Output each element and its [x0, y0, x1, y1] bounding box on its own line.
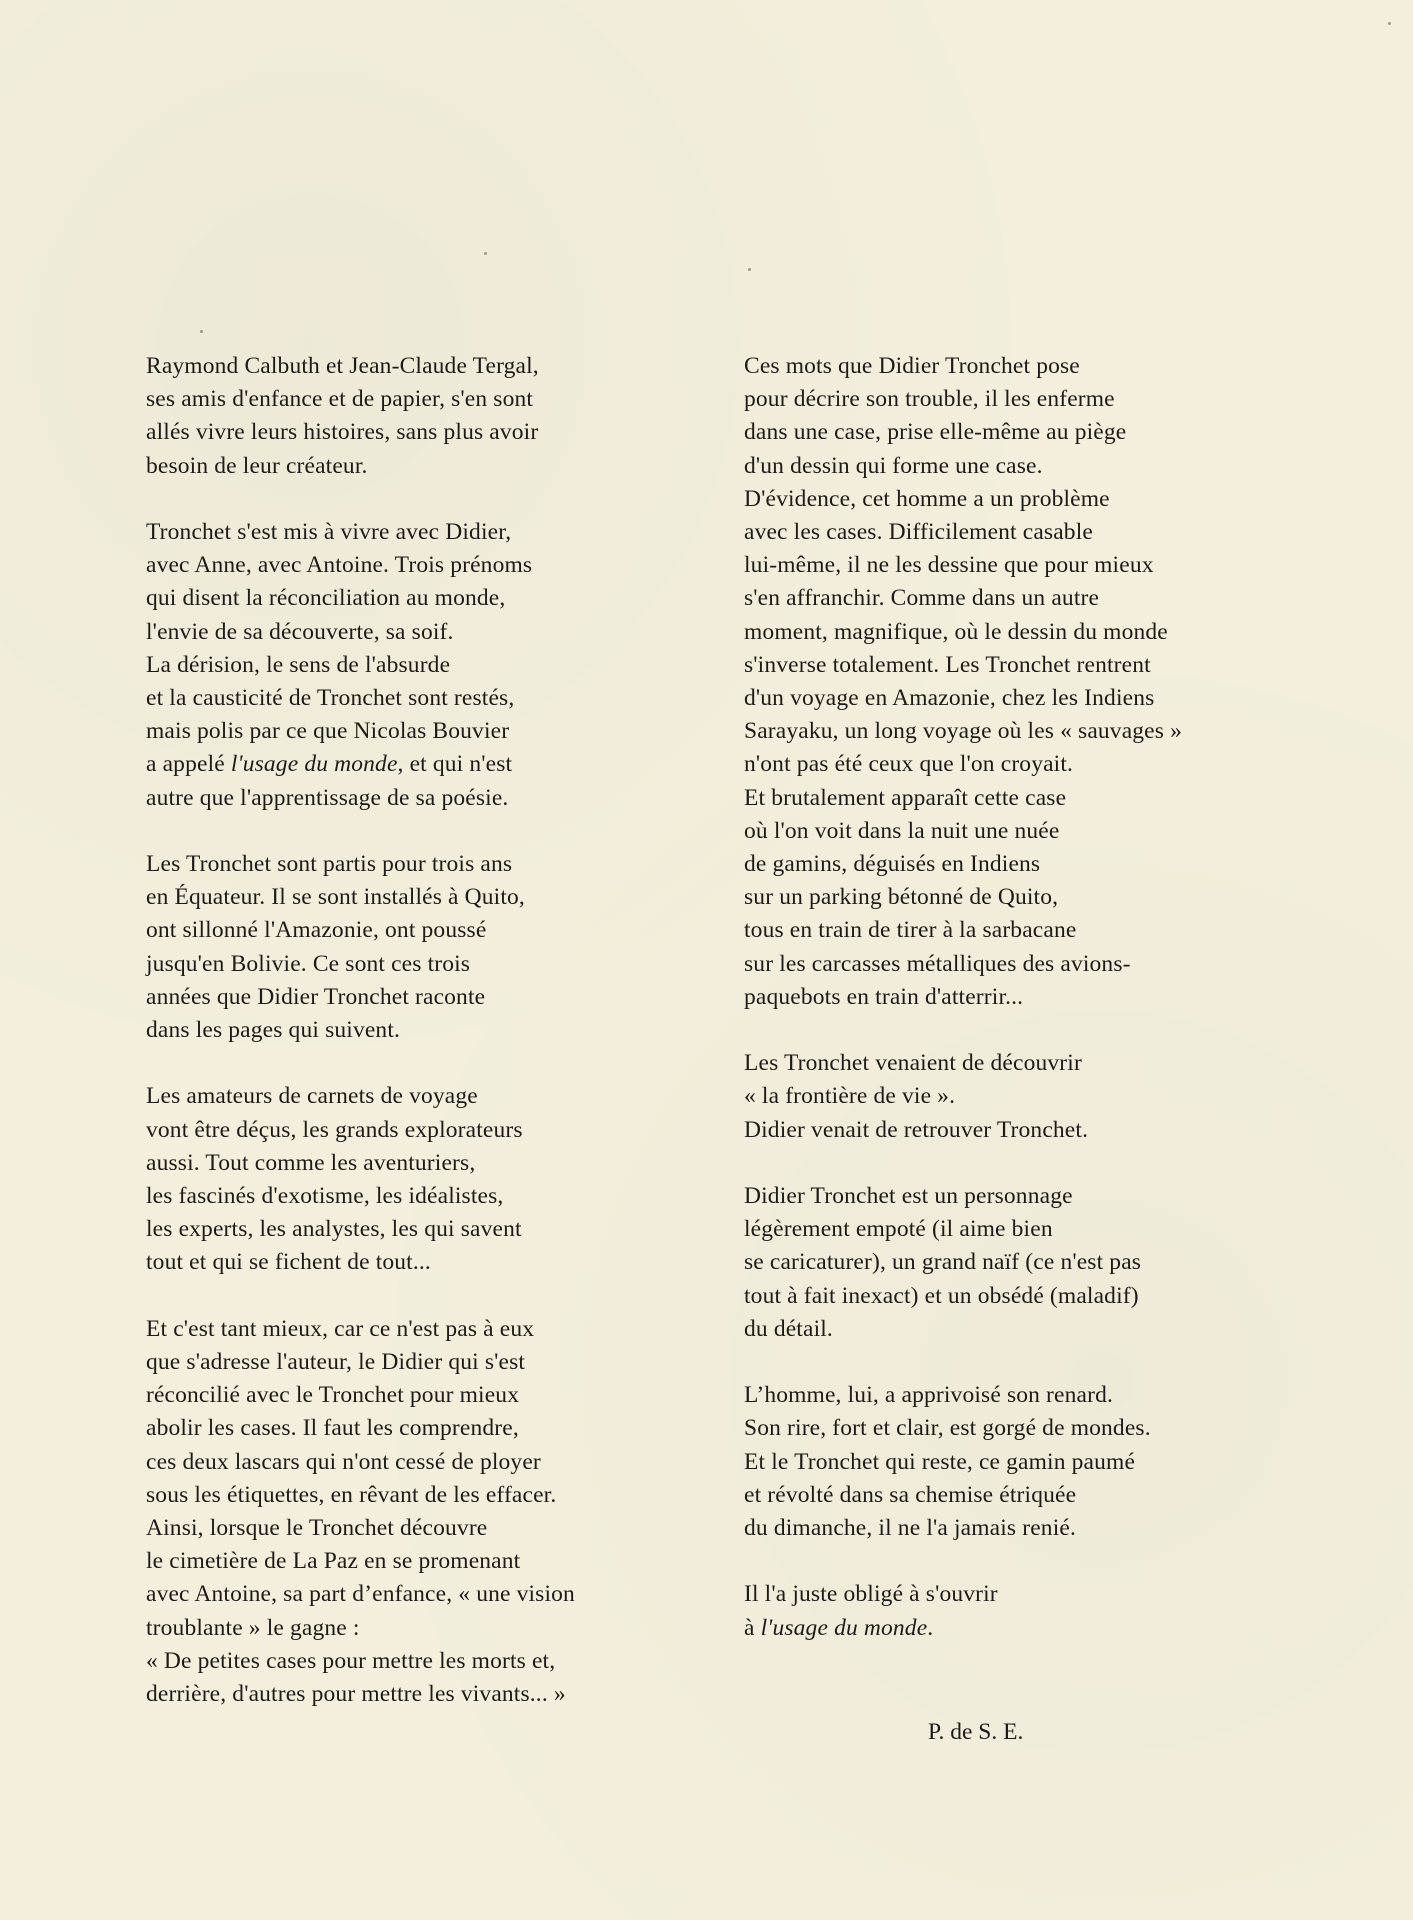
paragraph	[744, 1578, 1284, 1644]
text-line: légèrement empoté (il aime bien	[744, 1216, 1053, 1243]
text-line: « De petites cases pour mettre les morts et,	[146, 1647, 556, 1674]
text-line: Les Tronchet sont partis pour trois ans	[146, 851, 513, 878]
text-line: allés vivre leurs histoires, sans plus avoir	[146, 419, 539, 446]
text-line: ses amis d'enfance et de papier, s'en sont	[146, 386, 534, 413]
text-line: sur les carcasses métalliques des avions-	[744, 950, 1131, 977]
text-line: avec Antoine, sa part d’enfance, « une vision	[146, 1581, 575, 1608]
text-line: ces deux lascars qui n'ont cessé de ployer	[146, 1448, 541, 1475]
text-line: abolir les cases. Il faut les comprendre,	[146, 1415, 519, 1442]
text-line: les fascinés d'exotisme, les idéalistes,	[146, 1183, 504, 1210]
text-line: mais polis par ce que Nicolas Bouvier	[146, 718, 510, 745]
text-line: derrière, d'autres pour mettre les vivants... »	[146, 1681, 566, 1708]
text-line: s'inverse totalement. Les Tronchet rentrent	[744, 651, 1151, 678]
text-line: dans les pages qui suivent.	[146, 1017, 401, 1044]
text-line: ont sillonné l'Amazonie, ont poussé	[146, 917, 487, 944]
text-line: sur un parking bétonné de Quito,	[744, 884, 1059, 911]
text-line: Les Tronchet venaient de découvrir	[744, 1050, 1082, 1077]
left-text-column	[146, 350, 706, 1744]
paragraph	[146, 848, 706, 1047]
text-line: en Équateur. Il se sont installés à Quito,	[146, 884, 525, 911]
text-line: Et le Tronchet qui reste, ce gamin paumé	[744, 1448, 1136, 1475]
text-line: Tronchet s'est mis à vivre avec Didier,	[146, 519, 512, 545]
text-line: s'en affranchir. Comme dans un autre	[744, 585, 1100, 612]
text-line: La dérision, le sens de l'absurde	[146, 651, 451, 678]
text-line: sous les étiquettes, en rêvant de les effacer.	[146, 1481, 557, 1508]
text-line: du détail.	[744, 1315, 833, 1342]
paragraph	[146, 350, 706, 483]
paragraph	[744, 1047, 1284, 1147]
text-line: avec les cases. Difficilement casable	[744, 519, 1093, 546]
text-line: moment, magnifique, où le dessin du monde	[744, 618, 1168, 645]
text-line: besoin de leur créateur.	[146, 452, 368, 479]
text-line: d'un voyage en Amazonie, chez les Indiens	[744, 685, 1155, 712]
text-line: L’homme, lui, a apprivoisé son renard.	[744, 1382, 1113, 1409]
text-line: et la causticité de Tronchet sont restés,	[146, 685, 515, 712]
text-line: Ces mots que Didier Tronchet pose	[744, 353, 1080, 379]
paragraph	[146, 1313, 706, 1711]
paper-speck	[1388, 22, 1391, 25]
paper-speck	[484, 252, 487, 255]
right-text-column	[744, 350, 1284, 1678]
text-line: à l'usage du monde.	[744, 1614, 934, 1641]
text-line: d'un dessin qui forme une case.	[744, 452, 1043, 479]
text-line: troublante » le gagne :	[146, 1614, 360, 1641]
text-line: l'envie de sa découverte, sa soif.	[146, 618, 454, 645]
text-line: paquebots en train d'atterrir...	[744, 983, 1024, 1010]
paragraph	[744, 1180, 1284, 1346]
text-line: Et c'est tant mieux, car ce n'est pas à eux	[146, 1315, 535, 1342]
text-line: de gamins, déguisés en Indiens	[744, 851, 1041, 878]
text-line: Les amateurs de carnets de voyage	[146, 1083, 478, 1110]
text-line: se caricaturer), un grand naïf (ce n'est pas	[744, 1249, 1142, 1276]
text-line: autre que l'apprentissage de sa poésie.	[146, 784, 509, 811]
text-line: du dimanche, il ne l'a jamais renié.	[744, 1515, 1076, 1542]
paragraph	[744, 350, 1284, 1014]
text-line: tout à fait inexact) et un obsédé (maladif)	[744, 1282, 1139, 1309]
paper-speck	[748, 268, 751, 271]
text-line: Sarayaku, un long voyage où les « sauvages »	[744, 718, 1182, 745]
text-line: Didier Tronchet est un personnage	[744, 1183, 1073, 1210]
text-line: aussi. Tout comme les aventuriers,	[146, 1149, 476, 1176]
text-line: et révolté dans sa chemise étriquée	[744, 1481, 1077, 1508]
text-line: lui-même, il ne les dessine que pour mieux	[744, 552, 1154, 579]
paragraph	[146, 516, 706, 815]
paragraph	[744, 1379, 1284, 1545]
text-line: jusqu'en Bolivie. Ce sont ces trois	[146, 950, 471, 977]
paragraph	[146, 1080, 706, 1279]
text-line: pour décrire son trouble, il les enferme	[744, 386, 1115, 413]
text-line: tout et qui se fichent de tout...	[146, 1249, 431, 1276]
paper-speck	[200, 330, 203, 333]
text-line: que s'adresse l'auteur, le Didier qui s'est	[146, 1349, 526, 1376]
text-line: Son rire, fort et clair, est gorgé de mondes.	[744, 1415, 1151, 1442]
text-line: les experts, les analystes, les qui savent	[146, 1216, 522, 1243]
text-line: années que Didier Tronchet raconte	[146, 983, 486, 1010]
text-line: dans une case, prise elle-même au piège	[744, 419, 1127, 446]
text-line: qui disent la réconciliation au monde,	[146, 585, 506, 612]
text-line: n'ont pas été ceux que l'on croyait.	[744, 751, 1074, 778]
text-line: avec Anne, avec Antoine. Trois prénoms	[146, 552, 533, 579]
text-line: où l'on voit dans la nuit une nuée	[744, 817, 1060, 844]
text-line: réconcilié avec le Tronchet pour mieux	[146, 1382, 520, 1409]
signature: P. de S. E.	[928, 1719, 1024, 1745]
text-line: vont être déçus, les grands explorateurs	[146, 1116, 523, 1143]
text-line: Didier venait de retrouver Tronchet.	[744, 1116, 1089, 1143]
text-line: Raymond Calbuth et Jean-Claude Tergal,	[146, 353, 539, 379]
text-line: « la frontière de vie ».	[744, 1083, 956, 1110]
text-line: a appelé l'usage du monde, et qui n'est	[146, 751, 513, 778]
text-line: le cimetière de La Paz en se promenant	[146, 1548, 521, 1575]
text-line: Ainsi, lorsque le Tronchet découvre	[146, 1515, 488, 1542]
text-line: D'évidence, cet homme a un problème	[744, 485, 1110, 512]
text-line: Il l'a juste obligé à s'ouvrir	[744, 1581, 998, 1608]
text-line: Et brutalement apparaît cette case	[744, 784, 1067, 811]
text-line: tous en train de tirer à la sarbacane	[744, 917, 1077, 944]
